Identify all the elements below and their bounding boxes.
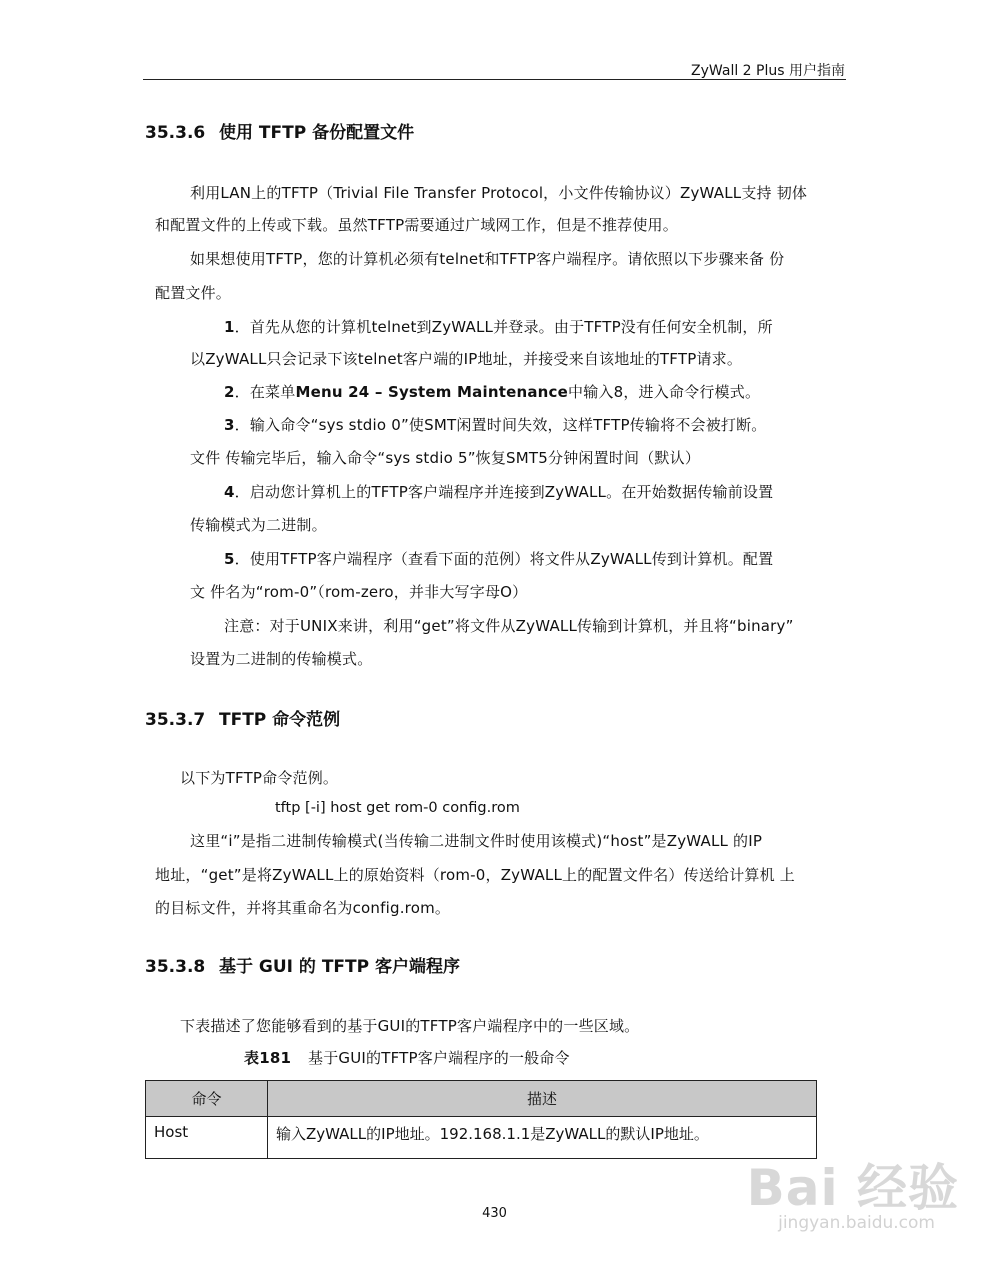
step-text: ．输入命令“sys stdio 0”使SMT闲置时间失效，这样TFTP传输将不会被打断。 (234, 416, 767, 434)
menu-name: Menu 24 – System Maintenance (295, 383, 569, 401)
table-cell: Host (146, 1117, 268, 1159)
paragraph-line: 的目标文件，并将其重命名为config.rom。 (155, 899, 451, 917)
paragraph-line: 利用LAN上的TFTP（Trivial File Transfer Protocol，小文件传输协议）ZyWALL支持 韧体 (190, 184, 808, 202)
note-line: 注意：对于UNIX来讲，利用“get”将文件从ZyWALL传输到计算机，并且将“binary” (224, 617, 794, 635)
step-text: ．首先从您的计算机telnet到ZyWALL并登录。由于TFTP没有任何安全机制，所 (234, 318, 773, 336)
table-header-cell: 描述 (268, 1081, 817, 1117)
step-number: 1 (224, 318, 235, 336)
step-number: 4 (224, 483, 235, 501)
section-heading-35-3-8 (145, 952, 460, 977)
table-label: 表181 (244, 1049, 292, 1067)
paragraph-line: 下表描述了您能够看到的基于GUI的TFTP客户端程序中的一些区域。 (180, 1017, 640, 1035)
section-number: 35.3.7 (145, 710, 206, 730)
paragraph-line: 如果想使用TFTP，您的计算机必须有telnet和TFTP客户端程序。请依照以下步骤来备 份 (190, 250, 785, 268)
step-2 (224, 381, 760, 402)
table-header-cell: 命令 (146, 1081, 268, 1117)
section-number: 35.3.6 (145, 123, 206, 143)
section-heading-35-3-7 (145, 705, 340, 730)
section-title: 基于 GUI 的 TFTP 客户端程序 (219, 957, 461, 977)
step-number: 5 (224, 550, 235, 568)
section-heading-35-3-6 (145, 118, 414, 143)
command-table (145, 1080, 817, 1159)
step-number: 2 (224, 383, 235, 401)
table-header-row (146, 1081, 817, 1117)
paragraph-line: 配置文件。 (155, 284, 232, 302)
step-text: 中输入8，进入命令行模式。 (568, 383, 761, 401)
section-title: 使用 TFTP 备份配置文件 (219, 123, 415, 143)
step-4 (224, 481, 773, 502)
header-divider (143, 79, 846, 80)
command-example: tftp [-i] host get rom-0 config.rom (275, 800, 520, 816)
baidu-watermark-logo: Bai 经验 (746, 1159, 959, 1217)
section-number: 35.3.8 (145, 957, 206, 977)
baidu-watermark-url: jingyan.baidu.com (778, 1213, 935, 1233)
step-number: 3 (224, 416, 235, 434)
table-caption (244, 1047, 570, 1068)
table-row (146, 1117, 817, 1159)
paragraph-line: 文 件名为“rom-0”（rom-zero，并非大写字母O） (190, 583, 528, 601)
paragraph-line: 以ZyWALL只会记录下该telnet客户端的IP地址，并接受来自该地址的TFTP请求。 (190, 350, 743, 368)
paragraph-line: 这里“i”是指二进制传输模式(当传输二进制文件时使用该模式)“host”是ZyWALL 的IP (190, 832, 763, 850)
step-1 (224, 316, 773, 337)
paragraph-line: 以下为TFTP命令范例。 (180, 769, 339, 787)
page-number: 430 (482, 1206, 507, 1221)
paragraph-line: 地址，“get”是将ZyWALL上的原始资料（rom-0，ZyWALL上的配置文件名）传送给计算机 上 (155, 866, 796, 884)
paragraph-line: 文件 传输完毕后，输入命令“sys stdio 5”恢复SMT5分钟闲置时间（默认） (190, 449, 701, 467)
paragraph-line: 传输模式为二进制。 (190, 516, 327, 534)
step-text: ．启动您计算机上的TFTP客户端程序并连接到ZyWALL。在开始数据传输前设置 (234, 483, 774, 501)
step-5 (224, 548, 773, 569)
table-caption-text: 基于GUI的TFTP客户端程序的一般命令 (308, 1049, 570, 1067)
step-text: ．在菜单 (234, 383, 296, 401)
paragraph-line: 和配置文件的上传或下载。虽然TFTP需要通过广域网工作，但是不推荐使用。 (155, 216, 678, 234)
paragraph-line: 设置为二进制的传输模式。 (190, 650, 373, 668)
step-text: ．使用TFTP客户端程序（查看下面的范例）将文件从ZyWALL传到计算机。配置 (234, 550, 774, 568)
step-3 (224, 414, 767, 435)
table-cell: 输入ZyWALL的IP地址。192.168.1.1是ZyWALL的默认IP地址。 (268, 1117, 817, 1159)
section-title: TFTP 命令范例 (219, 710, 341, 730)
running-header: ZyWall 2 Plus 用户指南 (691, 63, 845, 79)
